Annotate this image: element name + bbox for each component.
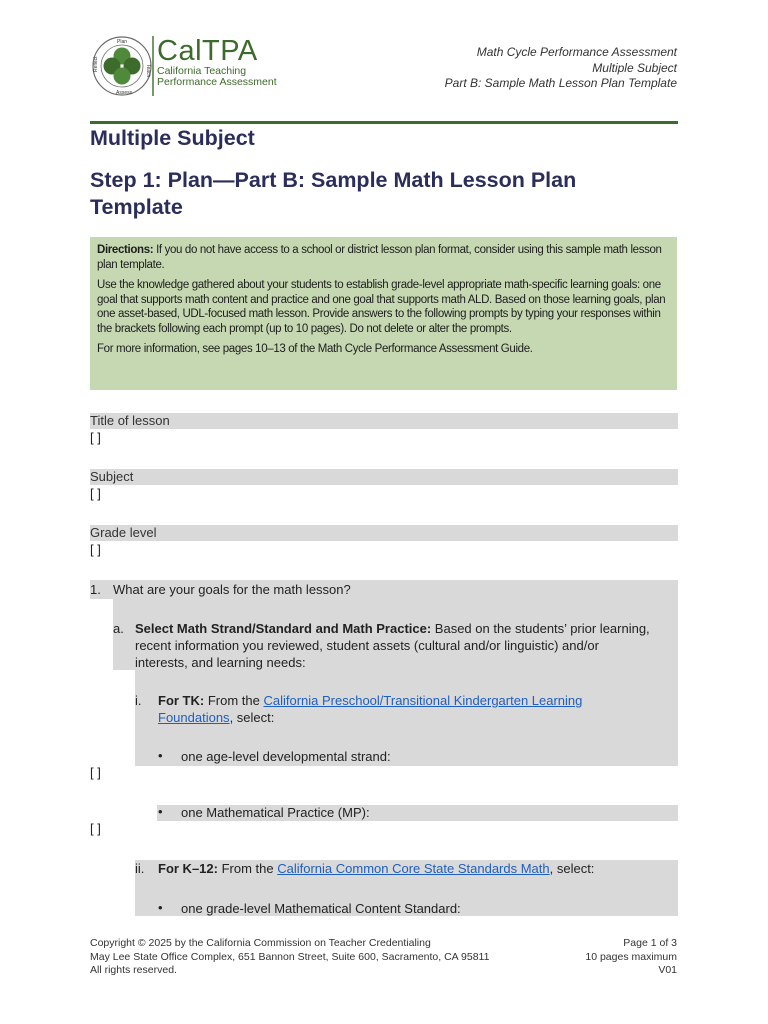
logo-ring-assess: Assess	[116, 90, 133, 96]
bullet-3-glyph: •	[158, 900, 163, 915]
title-of-lesson-label: Title of lesson	[90, 413, 678, 429]
subject-input[interactable]: [ ]	[90, 486, 101, 501]
directions-p1-text: If you do not have access to a school or district lesson plan format, consider using this sample math lesson plan template.	[97, 244, 662, 271]
prompt-1a-number: a.	[113, 621, 124, 636]
bullet-2-glyph: •	[158, 804, 163, 819]
footer-right-3: V01	[658, 964, 677, 976]
prompt-1ai-bold: For TK:	[158, 693, 205, 708]
prompt-1ai-post: , select:	[229, 710, 275, 725]
footer-page-info	[585, 937, 677, 978]
footer-left-3: All rights reserved.	[90, 964, 177, 976]
logo-subtitle-2: Performance Assessment	[157, 76, 277, 88]
prompt-1a-body: Based on the students’ prior learning, recent information you reviewed, student assets (cultural and/or linguistic) and/or interests, and learning needs:	[135, 621, 650, 670]
footer-right-2: 10 pages maximum	[585, 950, 677, 963]
bullet-1-glyph: •	[158, 748, 163, 763]
header-line-2: Multiple Subject	[592, 60, 677, 75]
directions-lead: Directions:	[97, 244, 154, 256]
prompt-1aii-pre: From the	[217, 861, 278, 876]
prompt-1aii-bold: For K–12:	[158, 861, 218, 876]
subject-label: Subject	[90, 469, 678, 485]
prompt-1-number: 1.	[90, 582, 101, 597]
footer-left-1: Copyright © 2025 by the California Commission on Teacher Credentialing	[90, 937, 431, 949]
footer-right-1: Page 1 of 3	[623, 937, 677, 949]
section-title: Step 1: Plan—Part B: Sample Math Lesson Plan Template	[90, 168, 577, 219]
prompt-1a-text	[135, 620, 655, 671]
grade-level-input[interactable]: [ ]	[90, 542, 101, 557]
logo-wordmark: CalTPA	[157, 35, 258, 67]
logo-ring-teach: Teach	[145, 64, 151, 78]
title-of-lesson-input[interactable]: [ ]	[90, 430, 101, 445]
header-line-3: Part B: Sample Math Lesson Plan Template	[444, 76, 677, 90]
prompt-1-text: What are your goals for the math lesson?	[113, 582, 351, 597]
logo-subtitle-1: California Teaching	[157, 65, 247, 77]
directions-box	[90, 237, 677, 390]
prompt-1ai-pre: From the	[204, 693, 264, 708]
logo-ring-reflect: Reflect	[93, 56, 99, 72]
grade-level-label: Grade level	[90, 525, 678, 541]
tk-foundations-link[interactable]: California Preschool/Transitional Kindergarten Learning Foundations	[158, 693, 583, 725]
strand-input[interactable]: [ ]	[90, 765, 101, 780]
page-title: Multiple Subject	[90, 126, 255, 150]
logo-ring-plan: Plan	[117, 39, 128, 45]
header-info	[445, 45, 677, 92]
prompt-1aii-number: ii.	[135, 861, 145, 876]
footer-left-2: May Lee State Office Complex, 651 Bannon Street, Suite 600, Sacramento, CA 95811	[90, 950, 490, 963]
ccss-math-link[interactable]: California Common Core State Standards Math	[277, 861, 550, 876]
bullet-1-text: one age-level developmental strand:	[181, 749, 391, 764]
bullet-2-text: one Mathematical Practice (MP):	[181, 805, 370, 820]
prompt-1ai-text	[158, 692, 628, 726]
directions-paragraph-1	[97, 243, 670, 272]
header-divider	[90, 121, 678, 124]
logo-text	[157, 36, 277, 88]
prompt-1ai-number: i.	[135, 693, 142, 708]
mp-input[interactable]: [ ]	[90, 821, 101, 836]
directions-paragraph-3: For more information, see pages 10–13 of the Math Cycle Performance Assessment Guide.	[97, 343, 533, 355]
prompt-1aii-post: , select:	[549, 861, 595, 876]
header-line-1: Math Cycle Performance Assessment	[476, 45, 677, 59]
footer-copyright	[90, 937, 489, 978]
prompt-1a-bold: Select Math Strand/Standard and Math Practice:	[135, 621, 432, 636]
prompt-1aii-text	[158, 860, 658, 877]
directions-paragraph-2: Use the knowledge gathered about your students to establish grade-level appropriate math-specific learning goals: one goal that supports math content and practice and one goal that supports math ALD. Based on those learning goals, plan one asset-based, UDL-focused math lesson. Provide answers to the following prompts by typing your responses within the brackets following each prompt (up to 10 pages). Do not delete or alter the prompts.	[97, 279, 666, 335]
bullet-3-text: one grade-level Mathematical Content Standard:	[181, 901, 461, 916]
